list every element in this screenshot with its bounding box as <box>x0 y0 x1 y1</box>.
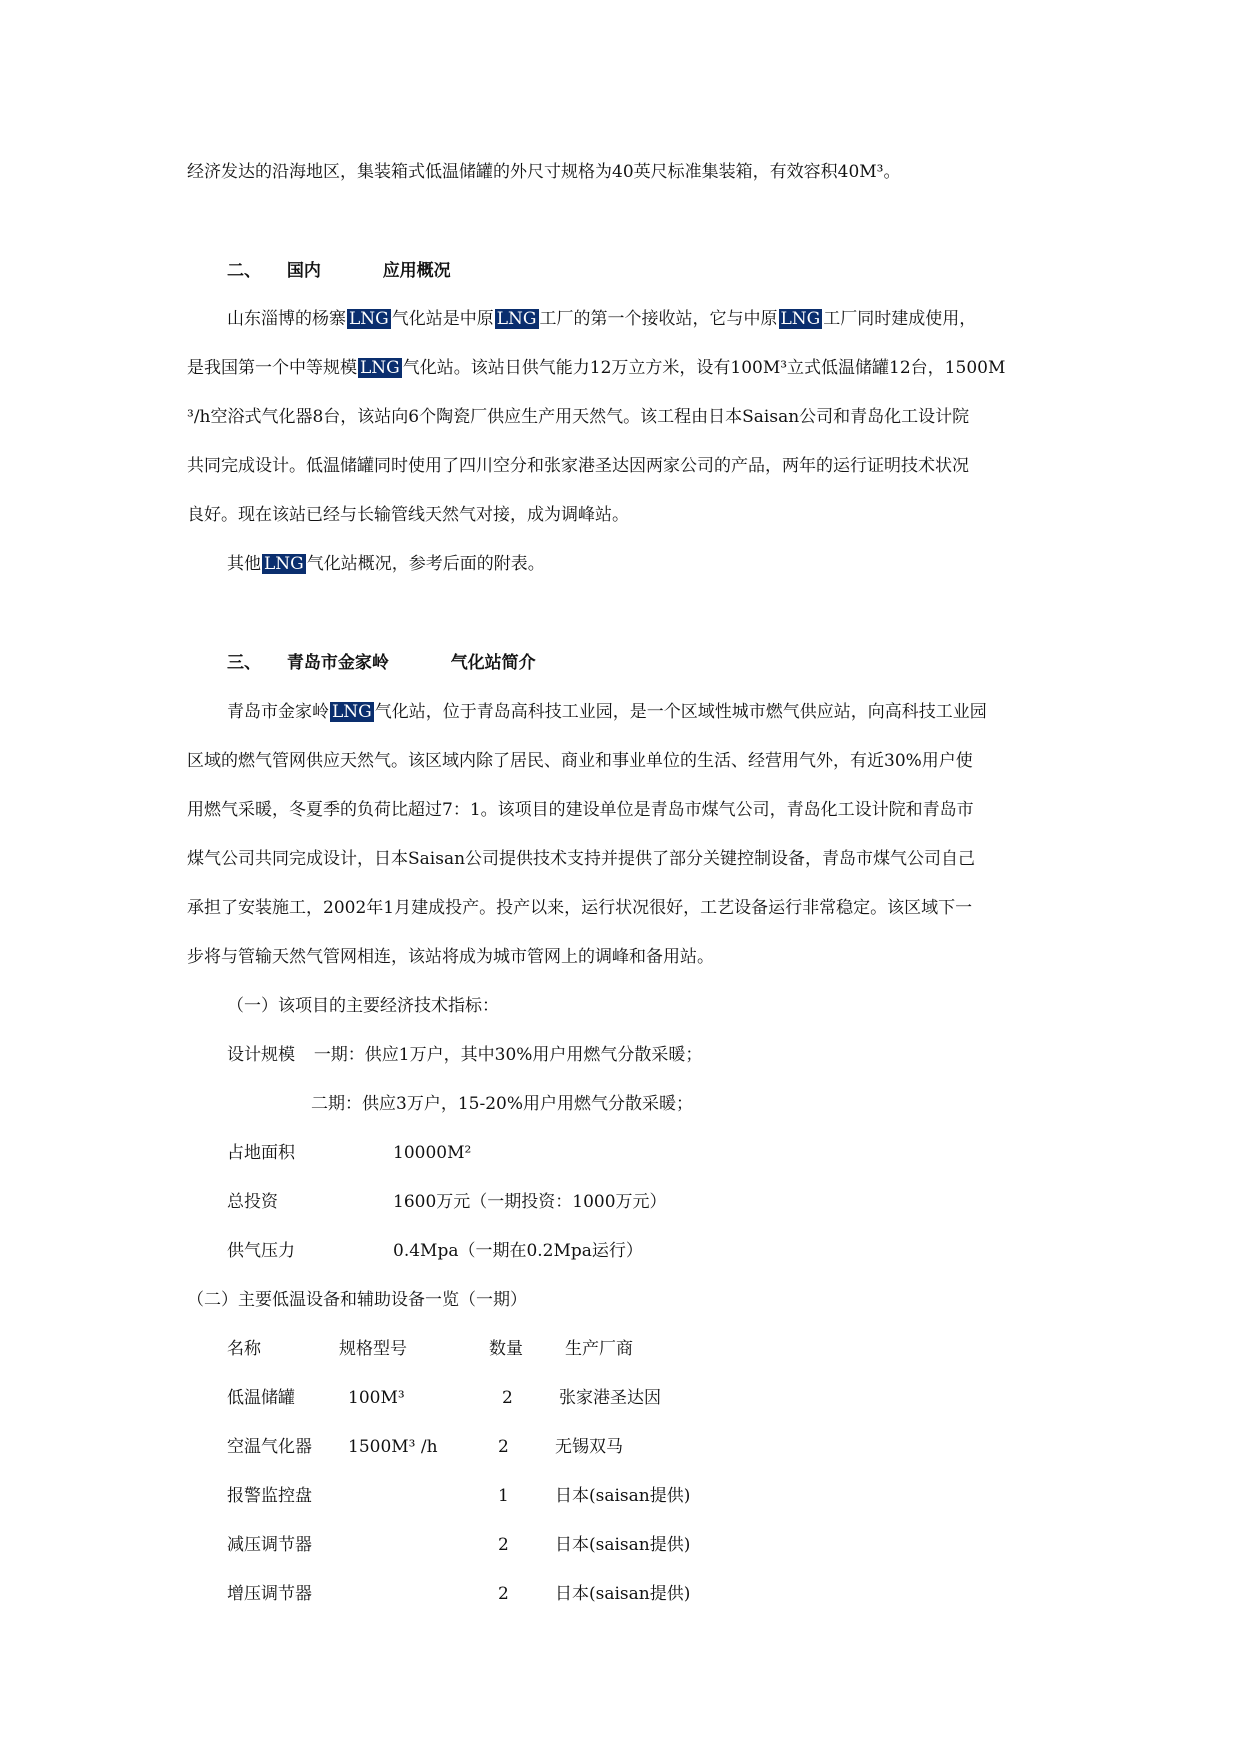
section3-title-b: 气化站简介 <box>450 653 536 673</box>
section2-p1-line2 <box>187 356 1005 380</box>
table-header-maker: 生产厂商 <box>565 1339 633 1359</box>
table-header-qty: 数量 <box>489 1339 523 1359</box>
table-cell-qty: 2 <box>498 1535 509 1555</box>
design-label: 设计规模 <box>227 1045 295 1065</box>
spec-value: 1600万元（一期投资：1000万元） <box>393 1192 667 1212</box>
section2-title-a: 国内 <box>286 261 321 281</box>
table-cell-qty: 2 <box>498 1437 509 1457</box>
lng-highlight: LNG <box>496 309 537 329</box>
sub2-title: （二）主要低温设备和辅助设备一览（一期） <box>187 1290 527 1310</box>
section2-p2 <box>227 552 545 576</box>
text-run: 青岛市金家岭 <box>227 702 329 722</box>
section3-number: 三、 <box>227 653 261 673</box>
text-run: 气化站，位于青岛高科技工业园，是一个区域性城市燃气供应站，向高科技工业园 <box>374 702 987 722</box>
text-run: 气化站是中原 <box>391 309 494 329</box>
spec-label: 占地面积 <box>227 1143 295 1163</box>
section3-title-a: 青岛市金家岭 <box>286 653 389 673</box>
table-cell-name: 低温储罐 <box>227 1388 295 1408</box>
table-cell-spec: 100M³ <box>348 1388 405 1408</box>
sub1-title: （一）该项目的主要经济技术指标： <box>227 996 499 1016</box>
text-run: 是我国第一个中等规模 <box>187 358 357 378</box>
section3-p1-line3: 用燃气采暖，冬夏季的负荷比超过7：1。该项目的建设单位是青岛市煤气公司，青岛化工设计院和青岛市 <box>187 800 974 820</box>
section3-p1-line6: 步将与管输天然气管网相连，该站将成为城市管网上的调峰和备用站。 <box>187 947 714 967</box>
table-cell-name: 空温气化器 <box>227 1437 312 1457</box>
table-cell-maker: 无锡双马 <box>555 1437 623 1457</box>
table-cell-maker: 日本(saisan提供) <box>555 1584 691 1604</box>
text-run: 气化站概况，参考后面的附表。 <box>306 554 545 574</box>
table-cell-maker: 张家港圣达因 <box>559 1388 661 1408</box>
table-cell-maker: 日本(saisan提供) <box>555 1486 691 1506</box>
section2-p1-line5: 良好。现在该站已经与长输管线天然气对接，成为调峰站。 <box>187 505 629 525</box>
section2-p1-line4: 共同完成设计。低温储罐同时使用了四川空分和张家港圣达因两家公司的产品，两年的运行证明技术状况 <box>187 456 969 476</box>
spec-label: 总投资 <box>227 1192 278 1212</box>
lng-highlight: LNG <box>332 702 372 722</box>
table-cell-maker: 日本(saisan提供) <box>555 1535 691 1555</box>
section2-number: 二、 <box>227 261 261 281</box>
table-cell-qty: 2 <box>502 1388 513 1408</box>
section2-p1-line1 <box>227 307 976 331</box>
section2-title-b: 应用概况 <box>382 261 451 281</box>
section3-p1-line4: 煤气公司共同完成设计，日本Saisan公司提供技术支持并提供了部分关键控制设备，青岛市煤气公司自己 <box>187 849 976 869</box>
spec-value: 10000M² <box>393 1143 472 1163</box>
lng-highlight: LNG <box>264 554 304 574</box>
design-scale-row <box>227 1043 702 1067</box>
lng-highlight: LNG <box>780 309 821 329</box>
table-header-spec: 规格型号 <box>339 1339 407 1359</box>
section3-p1-line1 <box>227 700 987 724</box>
table-cell-qty: 2 <box>498 1584 509 1604</box>
text-run: 山东淄博的杨寨 <box>227 309 346 329</box>
text-run: 工厂的第一个接收站，它与中原 <box>539 309 778 329</box>
spec-label: 供气压力 <box>227 1241 295 1261</box>
section2-p1-line3: ³/h空浴式气化器8台，该站向6个陶瓷厂供应生产用天然气。该工程由日本Saisan公司和青岛化工设计院 <box>187 407 970 427</box>
text-run: 工厂同时建成使用， <box>823 309 977 329</box>
intro-line: 经济发达的沿海地区，集装箱式低温储罐的外尺寸规格为40英尺标准集装箱，有效容积40M³。 <box>187 162 901 182</box>
table-cell-qty: 1 <box>498 1486 509 1506</box>
text-run: 气化站。该站日供气能力12万立方米，设有100M³立式低温储罐12台，1500M <box>402 358 1006 378</box>
section3-p1-line5: 承担了安装施工，2002年1月建成投产。投产以来，运行状况很好，工艺设备运行非常稳定。该区域下一 <box>187 898 973 918</box>
table-cell-spec: 1500M³ /h <box>348 1437 438 1457</box>
table-header-name: 名称 <box>227 1339 261 1359</box>
text-run: 其他 <box>227 554 261 574</box>
table-cell-name: 增压调节器 <box>227 1584 312 1604</box>
design-phase2: 二期：供应3万户，15-20%用户用燃气分散采暖； <box>311 1094 693 1114</box>
section3-p1-line2: 区域的燃气管网供应天然气。该区域内除了居民、商业和事业单位的生活、经营用气外，有近30%用户使 <box>187 751 973 771</box>
section3-heading <box>227 651 536 675</box>
section2-heading <box>227 259 451 283</box>
table-cell-name: 减压调节器 <box>227 1535 312 1555</box>
lng-highlight: LNG <box>360 358 400 378</box>
spec-value: 0.4Mpa（一期在0.2Mpa运行） <box>393 1241 643 1261</box>
table-cell-name: 报警监控盘 <box>227 1486 312 1506</box>
lng-highlight: LNG <box>349 309 389 329</box>
design-phase1: 一期：供应1万户，其中30%用户用燃气分散采暖； <box>313 1045 703 1065</box>
